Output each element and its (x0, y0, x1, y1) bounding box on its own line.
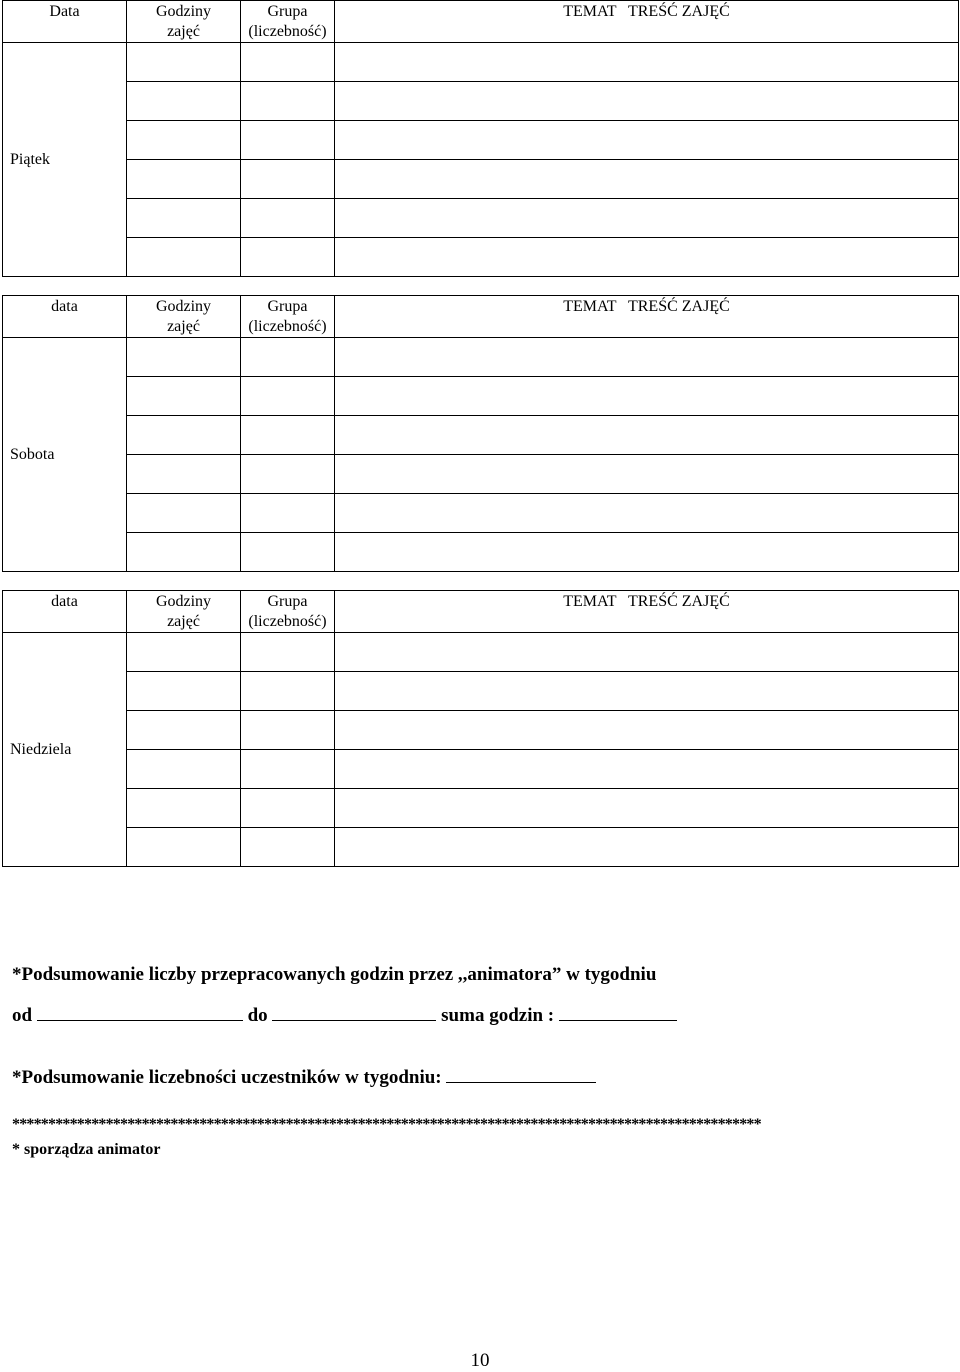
hours-cell[interactable] (127, 199, 241, 238)
day-label-friday: Piątek (3, 43, 127, 277)
table-row (3, 238, 959, 277)
table-row (3, 82, 959, 121)
group-cell[interactable] (241, 455, 335, 494)
table-row (3, 750, 959, 789)
sum-field[interactable] (559, 1002, 677, 1021)
topic-cell[interactable] (335, 455, 959, 494)
sum-label: suma godzin : (441, 1005, 555, 1026)
participants-summary-line (12, 1064, 596, 1089)
topic-cell[interactable] (335, 672, 959, 711)
day-label-saturday: Sobota (3, 338, 127, 572)
col-group-header (241, 296, 335, 338)
topic-cell[interactable] (335, 82, 959, 121)
day-label-sunday: Niedziela (3, 633, 127, 867)
group-cell[interactable] (241, 711, 335, 750)
col-topic-header: TEMAT TREŚĆ ZAJĘĆ (335, 296, 959, 338)
col-date-header: data (3, 296, 127, 338)
col-hours-header (127, 591, 241, 633)
table-header-row (3, 1, 959, 43)
hours-cell[interactable] (127, 633, 241, 672)
group-cell[interactable] (241, 160, 335, 199)
group-cell[interactable] (241, 533, 335, 572)
hours-summary-title: *Podsumowanie liczby przepracowanych godzin przez ,,animatora” w tygodniu (12, 964, 657, 985)
col-hours-header-line2: zajęć (167, 318, 200, 335)
table-row (3, 160, 959, 199)
table-row (3, 828, 959, 867)
hours-cell[interactable] (127, 238, 241, 277)
hours-summary-line (12, 1002, 677, 1027)
hours-cell[interactable] (127, 828, 241, 867)
col-hours-header-line1: Godziny (155, 3, 212, 20)
hours-cell[interactable] (127, 711, 241, 750)
table-row (3, 711, 959, 750)
hours-cell[interactable] (127, 43, 241, 82)
topic-cell[interactable] (335, 238, 959, 277)
group-cell[interactable] (241, 43, 335, 82)
col-hours-header (127, 1, 241, 43)
topic-cell[interactable] (335, 199, 959, 238)
hours-cell[interactable] (127, 494, 241, 533)
group-cell[interactable] (241, 377, 335, 416)
page-number: 10 (470, 1350, 490, 1371)
footnote: * sporządza animator (12, 1141, 161, 1158)
group-cell[interactable] (241, 338, 335, 377)
table-row (3, 494, 959, 533)
hours-cell[interactable] (127, 455, 241, 494)
group-cell[interactable] (241, 199, 335, 238)
schedule-table-friday (2, 0, 959, 277)
hours-cell[interactable] (127, 377, 241, 416)
group-cell[interactable] (241, 494, 335, 533)
hours-cell[interactable] (127, 672, 241, 711)
hours-cell[interactable] (127, 121, 241, 160)
group-cell[interactable] (241, 238, 335, 277)
topic-cell[interactable] (335, 377, 959, 416)
to-label: do (247, 1005, 268, 1026)
col-group-header (241, 591, 335, 633)
to-field[interactable] (272, 1002, 436, 1021)
group-cell[interactable] (241, 789, 335, 828)
col-topic-header: TEMAT TREŚĆ ZAJĘĆ (335, 591, 959, 633)
topic-cell[interactable] (335, 416, 959, 455)
table-row (3, 633, 959, 672)
table-row (3, 43, 959, 82)
table-row (3, 455, 959, 494)
hours-cell[interactable] (127, 160, 241, 199)
table-row (3, 789, 959, 828)
group-cell[interactable] (241, 750, 335, 789)
topic-cell[interactable] (335, 533, 959, 572)
topic-cell[interactable] (335, 633, 959, 672)
col-group-header-line1: Grupa (267, 3, 308, 20)
table-row (3, 377, 959, 416)
table-row (3, 533, 959, 572)
topic-cell[interactable] (335, 750, 959, 789)
table-row (3, 199, 959, 238)
group-cell[interactable] (241, 633, 335, 672)
topic-cell[interactable] (335, 160, 959, 199)
hours-cell[interactable] (127, 338, 241, 377)
col-group-header-line2: (liczebność) (248, 23, 327, 40)
col-date-header: data (3, 591, 127, 633)
col-group-header-line1: Grupa (267, 298, 308, 315)
hours-cell[interactable] (127, 82, 241, 121)
group-cell[interactable] (241, 416, 335, 455)
col-topic-header: TEMAT TREŚĆ ZAJĘĆ (335, 1, 959, 43)
col-group-header (241, 1, 335, 43)
hours-cell[interactable] (127, 789, 241, 828)
topic-cell[interactable] (335, 494, 959, 533)
col-hours-header-line2: zajęć (167, 613, 200, 630)
col-hours-header-line1: Godziny (155, 593, 212, 610)
participants-summary-title: *Podsumowanie liczebności uczestników w tygodniu: (12, 1067, 442, 1088)
topic-cell[interactable] (335, 338, 959, 377)
col-group-header-line2: (liczebność) (248, 613, 327, 630)
col-group-header-line2: (liczebność) (248, 318, 327, 335)
col-hours-header (127, 296, 241, 338)
group-cell[interactable] (241, 828, 335, 867)
schedule-table-saturday (2, 295, 959, 572)
topic-cell[interactable] (335, 121, 959, 160)
topic-cell[interactable] (335, 711, 959, 750)
col-hours-header-line1: Godziny (155, 298, 212, 315)
table-header-row (3, 591, 959, 633)
col-date-header: Data (3, 1, 127, 43)
from-field[interactable] (37, 1002, 243, 1021)
table-header-row (3, 296, 959, 338)
topic-cell[interactable] (335, 789, 959, 828)
topic-cell[interactable] (335, 828, 959, 867)
col-group-header-line1: Grupa (267, 593, 308, 610)
star-separator: ******************************************************************************************************** (12, 1116, 761, 1133)
participants-field[interactable] (446, 1064, 596, 1083)
group-cell[interactable] (241, 121, 335, 160)
table-row (3, 672, 959, 711)
table-row (3, 338, 959, 377)
hours-cell[interactable] (127, 533, 241, 572)
group-cell[interactable] (241, 82, 335, 121)
hours-cell[interactable] (127, 750, 241, 789)
col-hours-header-line2: zajęć (167, 23, 200, 40)
topic-cell[interactable] (335, 43, 959, 82)
table-row (3, 416, 959, 455)
schedule-table-sunday (2, 590, 959, 867)
table-row (3, 121, 959, 160)
from-label: od (12, 1005, 33, 1026)
group-cell[interactable] (241, 672, 335, 711)
hours-cell[interactable] (127, 416, 241, 455)
